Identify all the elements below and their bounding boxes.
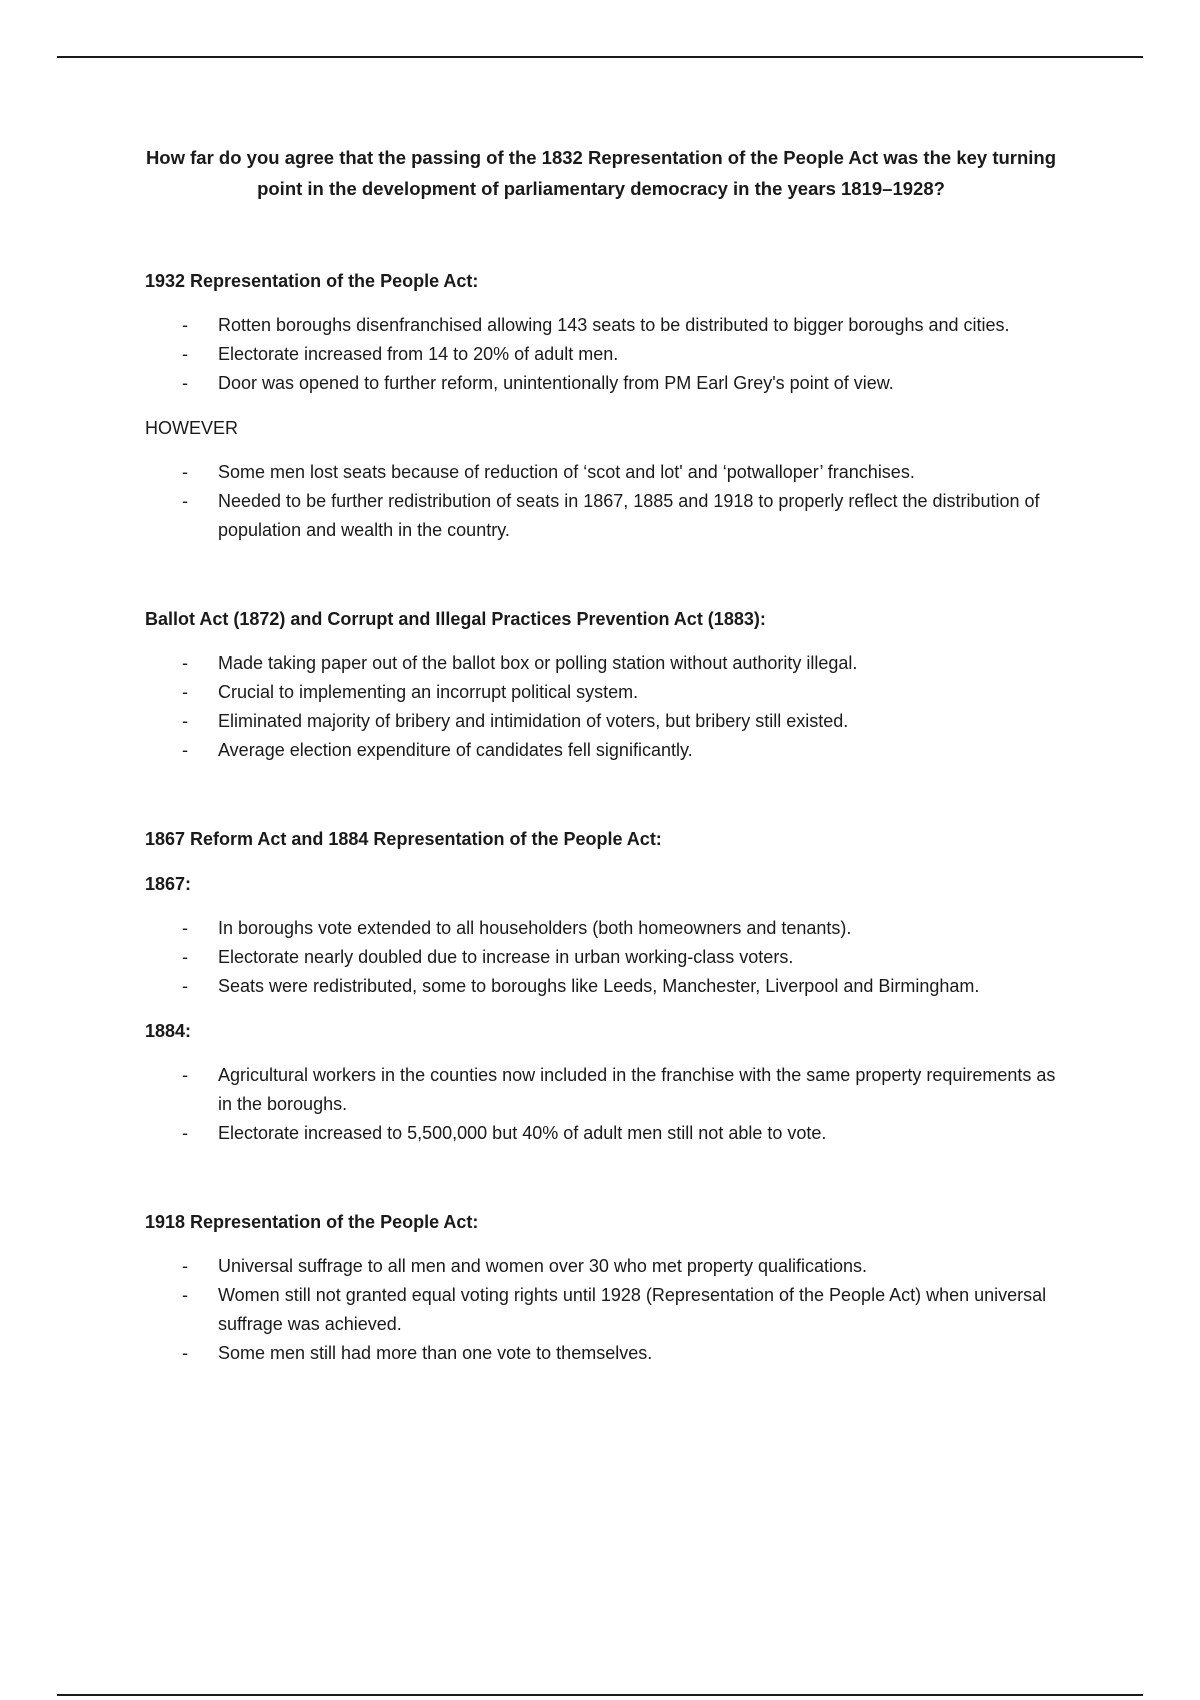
bullet-list [145, 914, 1057, 1001]
dash-bullet: - [182, 947, 188, 967]
list-item: - Some men lost seats because of reduction of ‘scot and lot' and ‘potwalloper’ franchises. [145, 458, 1057, 487]
dash-bullet: - [182, 740, 188, 760]
list-item: - Made taking paper out of the ballot box or polling station without authority illegal. [145, 649, 1057, 678]
subheading-1884: 1884: [145, 1021, 192, 1041]
list-item: - Crucial to implementing an incorrupt political system. [145, 678, 1057, 707]
subheading-1867: 1867: [145, 874, 192, 894]
bullet-list [145, 649, 1057, 765]
section-1918-act [145, 1207, 1057, 1368]
list-item: - Agricultural workers in the counties now included in the franchise with the same property requirements as in the boroughs. [145, 1061, 1057, 1119]
bullet-list [145, 311, 1057, 398]
dash-bullet: - [182, 976, 188, 996]
bullet-list [145, 458, 1057, 545]
section-1867-1884-acts [145, 824, 1057, 1148]
list-item: - Some men still had more than one vote to themselves. [145, 1339, 1057, 1368]
however-label: HOWEVER [145, 418, 239, 438]
list-item: - Women still not granted equal voting rights until 1928 (Representation of the People Act) when universal suffrage was achieved. [145, 1281, 1057, 1339]
list-item: - Door was opened to further reform, unintentionally from PM Earl Grey's point of view. [145, 369, 1057, 398]
list-item: - Needed to be further redistribution of seats in 1867, 1885 and 1918 to properly reflect the distribution of population and wealth in the country. [145, 487, 1057, 545]
dash-bullet: - [182, 462, 188, 482]
section-heading: Ballot Act (1872) and Corrupt and Illegal Practices Prevention Act (1883): [145, 609, 766, 629]
dash-bullet: - [182, 1285, 188, 1305]
bullet-list [145, 1061, 1057, 1148]
dash-bullet: - [182, 1343, 188, 1363]
dash-bullet: - [182, 711, 188, 731]
dash-bullet: - [182, 373, 188, 393]
bullet-list [145, 1252, 1057, 1368]
list-item: - Electorate nearly doubled due to increase in urban working-class voters. [145, 943, 1057, 972]
document-body [145, 142, 1057, 1383]
section-1832-act [145, 266, 1057, 545]
list-item: - Rotten boroughs disenfranchised allowing 143 seats to be distributed to bigger boroughs and cities. [145, 311, 1057, 340]
bottom-rule [57, 1694, 1143, 1696]
list-item: - Eliminated majority of bribery and intimidation of voters, but bribery still existed. [145, 707, 1057, 736]
section-heading: 1867 Reform Act and 1884 Representation of the People Act: [145, 829, 662, 849]
dash-bullet: - [182, 344, 188, 364]
list-item: - Seats were redistributed, some to boroughs like Leeds, Manchester, Liverpool and Birmingham. [145, 972, 1057, 1001]
list-item: - Electorate increased from 14 to 20% of adult men. [145, 340, 1057, 369]
dash-bullet: - [182, 653, 188, 673]
essay-question: How far do you agree that the passing of the 1832 Representation of the People Act was the key turning point in the development of parliamentary democracy in the years 1819–1928? [145, 147, 1057, 199]
top-rule [57, 56, 1143, 58]
dash-bullet: - [182, 491, 188, 511]
section-ballot-act [145, 604, 1057, 765]
list-item: - In boroughs vote extended to all householders (both homeowners and tenants). [145, 914, 1057, 943]
section-heading: 1918 Representation of the People Act: [145, 1212, 479, 1232]
list-item: - Electorate increased to 5,500,000 but 40% of adult men still not able to vote. [145, 1119, 1057, 1148]
section-heading: 1932 Representation of the People Act: [145, 271, 479, 291]
dash-bullet: - [182, 1256, 188, 1276]
list-item: - Universal suffrage to all men and women over 30 who met property qualifications. [145, 1252, 1057, 1281]
dash-bullet: - [182, 918, 188, 938]
dash-bullet: - [182, 682, 188, 702]
dash-bullet: - [182, 1065, 188, 1085]
dash-bullet: - [182, 1123, 188, 1143]
list-item: - Average election expenditure of candidates fell significantly. [145, 736, 1057, 765]
dash-bullet: - [182, 315, 188, 335]
